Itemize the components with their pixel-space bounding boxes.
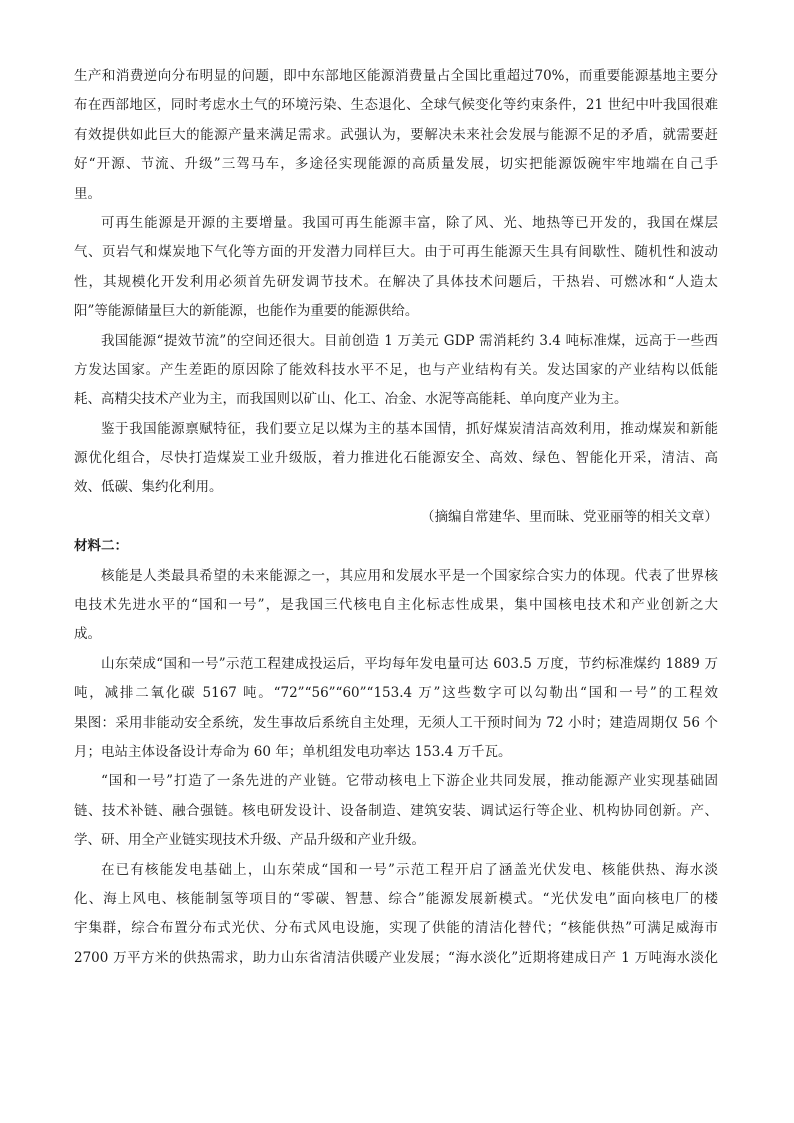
text-line: 学、研、用全产业链实现技术升级、产品升级和产业升级。 xyxy=(74,832,425,849)
section-heading: 材料二： xyxy=(74,538,128,555)
text-line: 2700 万平方米的供热需求，助力山东省清洁供暖产业发展；“海水淡化”近期将建成日产 1 万吨海水淡化 xyxy=(74,949,718,966)
text-line: 吨，减排二氧化碳 5167 吨。“72”“56”“60”“153.4 万”这些数字可以勾勒出“国和一号”的工程效 xyxy=(74,685,718,702)
text-line: 方发达国家。产生差距的原因除了能效科技水平不足，也与产业结构有关。发达国家的产业结构以低能 xyxy=(74,361,718,378)
text-line: 电技术先进水平的“国和一号”，是我国三代核电自主化标志性成果，集中国核电技术和产业创新之大 xyxy=(74,597,718,614)
text-line: 源优化组合，尽快打造煤炭工业升级版，着力推进化石能源安全、高效、绿色、智能化开采，清洁、高 xyxy=(74,450,718,467)
text-line: 链、技术补链、融合强链。核电研发设计、设备制造、建筑安装、调试运行等企业、机构协同创新。产、 xyxy=(74,802,718,819)
text-line: 成。 xyxy=(74,626,101,643)
text-line: 山东荣成“国和一号”示范工程建成投运后，平均每年发电量可达 603.5 万度，节约标准煤约 1889 万 xyxy=(101,655,718,672)
article-body xyxy=(74,62,718,973)
text-line: 里。 xyxy=(74,185,101,202)
text-line: 布在西部地区，同时考虑水土气的环境污染、生态退化、全球气候变化等约束条件，21 世纪中叶我国很难 xyxy=(74,97,718,114)
text-line: 好“开源、节流、升级”三驾马车，多途径实现能源的高质量发展，切实把能源饭碗牢牢地端在自己手 xyxy=(74,156,718,173)
text-line: 效、低碳、集约化利用。 xyxy=(74,479,223,496)
text-line: 果图：采用非能动安全系统，发生事故后系统自主处理，无须人工干预时间为 72 小时；建造周期仅 56 个 xyxy=(74,714,718,731)
text-line: 有效提供如此巨大的能源产量来满足需求。武强认为，要解决未来社会发展与能源不足的矛盾，就需要赶 xyxy=(74,126,718,143)
text-line: 宇集群，综合布置分布式光伏、分布式风电设施，实现了供能的清洁化替代；“核能供热”可满足威海市 xyxy=(74,920,718,937)
text-line: 我国能源“提效节流”的空间还很大。目前创造 1 万美元 GDP 需消耗约 3.4 吨标准煤，远高于一些西 xyxy=(101,332,718,349)
text-line: 可再生能源是开源的主要增量。我国可再生能源丰富，除了风、光、地热等已开发的，我国在煤层 xyxy=(101,214,718,231)
text-line: 化、海上风电、核能制氢等项目的“零碳、智慧、综合”能源发展新模式。“光伏发电”面向核电厂的楼 xyxy=(74,890,718,907)
text-line: 生产和消费逆向分布明显的问题，即中东部地区能源消费量占全国比重超过70%，而重要能源基地主要分 xyxy=(74,68,718,84)
text-line: 耗、高精尖技术产业为主，而我国则以矿山、化工、冶金、水泥等高能耗、单向度产业为主。 xyxy=(74,391,628,408)
text-line: 性，其规模化开发利用必须首先研发调节技术。在解决了具体技术问题后，干热岩、可燃冰和“人造太 xyxy=(74,273,718,290)
source-citation: （摘编自常建华、里而昧、党亚丽等的相关文章） xyxy=(421,508,718,525)
text-line: 阳”等能源储量巨大的新能源，也能作为重要的能源供给。 xyxy=(74,303,419,320)
text-line: 在已有核能发电基础上，山东荣成“国和一号”示范工程开启了涵盖光伏发电、核能供热、海水淡 xyxy=(101,861,718,878)
text-line: 月；电站主体设备设计寿命为 60 年；单机组发电功率达 153.4 万千瓦。 xyxy=(74,743,512,760)
text-line: “国和一号”打造了一条先进的产业链。它带动核电上下游企业共同发展，推动能源产业实现基础固 xyxy=(101,773,718,790)
text-line: 鉴于我国能源禀赋特征，我们要立足以煤为主的基本国情，抓好煤炭清洁高效利用，推动煤炭和新能 xyxy=(101,420,718,437)
text-line: 气、页岩气和煤炭地下气化等方面的开发潜力同样巨大。由于可再生能源天生具有间歇性、随机性和波动 xyxy=(74,244,718,261)
text-line: 核能是人类最具希望的未来能源之一，其应用和发展水平是一个国家综合实力的体现。代表了世界核 xyxy=(101,567,718,584)
